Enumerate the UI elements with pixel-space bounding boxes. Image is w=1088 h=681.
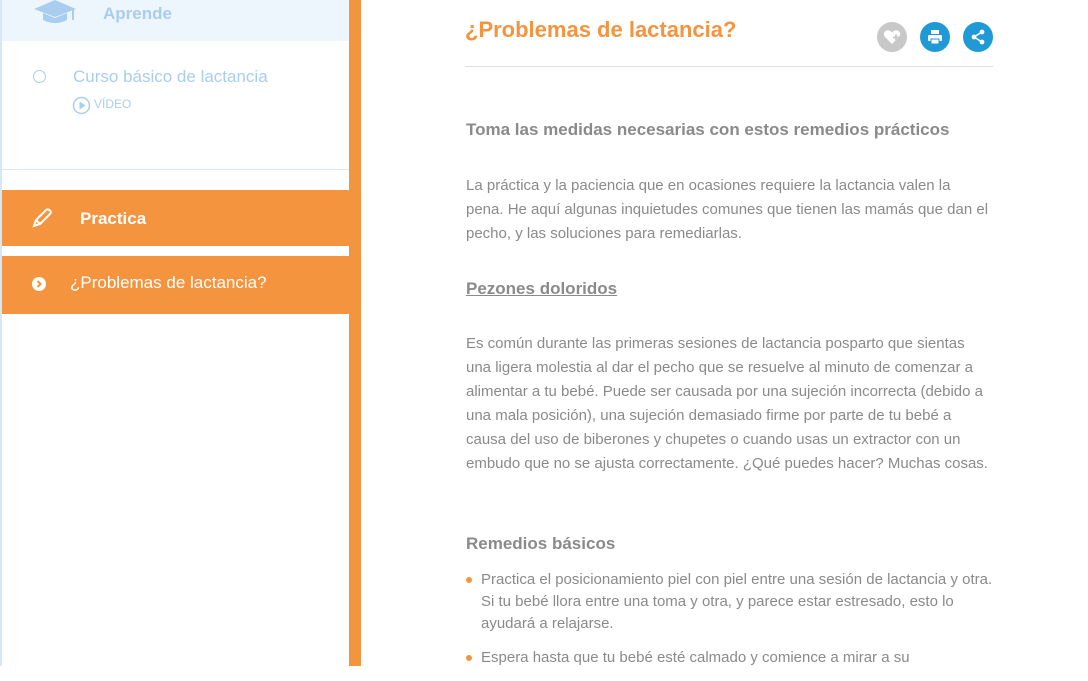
title-divider [465,66,993,67]
section-heading-pezones: Pezones doloridos [466,279,618,298]
print-button[interactable] [920,22,950,52]
section-body-pezones: Es común durante las primeras sesiones de lactancia posparto que sientas una ligera molestia al dar el pecho que se resuelve al minuto de comenzar a alimentar a tu bebé. Puede ser causada por una sujeción incorrecta (debido a una mala posición), una sujeción demasiado firme por parte de tu bebé a causa del uso de biberones y chupetes o cuando usas un extractor con un embudo que no se ajusta correctamente. ¿Qué puedes hacer? Muchas cosas. [466,335,988,472]
list-item-text: Practica el posicionamiento piel con piel entre una sesión de lactancia y otra. Si tu bebé llora entre una toma y otra, y parece estar estresado, esto lo ayudará a relajarse. [481,571,993,632]
article-lead: Toma las medidas necesarias con estos remedios prácticos [466,120,950,139]
pencil-icon [31,207,53,234]
content-separator-bar [349,0,361,666]
progress-circle-icon [33,70,46,83]
sidebar-divider [2,169,349,170]
list-item [466,569,996,635]
sidebar-item-label: ¿Problemas de lactancia? [70,273,267,292]
share-icon [970,29,986,45]
list-item-text: Espera hasta que tu bebé esté calmado y comience a mirar a su [481,649,910,666]
sidebar-gap [2,246,349,256]
sidebar-section-label: Practica [80,209,147,228]
chevron-right-circle-icon [31,276,47,297]
play-circle-icon [72,96,91,120]
remedies-list [466,569,996,681]
sidebar-section-label: Aprende [103,4,172,23]
share-button[interactable] [963,22,993,52]
sidebar-section-practica[interactable] [2,190,349,246]
article-panel [361,0,1088,666]
favorite-button[interactable] [877,22,907,52]
heart-plus-icon [883,29,901,45]
article-intro: La práctica y la paciencia que en ocasiones requiere la lactancia valen la pena. He aquí algunas inquietudes comunes que tienen las mamás que dan el pecho, y las soluciones para remediarlas. [466,177,989,242]
course-title[interactable]: Curso básico de lactancia [73,67,268,86]
sidebar [2,0,349,666]
sidebar-item-course[interactable] [2,41,349,169]
sidebar-item-problemas-lactancia[interactable] [2,256,349,314]
graduation-cap-icon [32,0,78,29]
section-heading-remedios: Remedios básicos [466,534,616,553]
page-title: ¿Problemas de lactancia? [465,17,737,42]
bullet-dot [466,577,472,583]
sidebar-section-aprende[interactable] [2,0,349,41]
course-type-label: VÍDEO [94,97,132,111]
print-icon [927,29,943,45]
bullet-dot [466,655,472,661]
